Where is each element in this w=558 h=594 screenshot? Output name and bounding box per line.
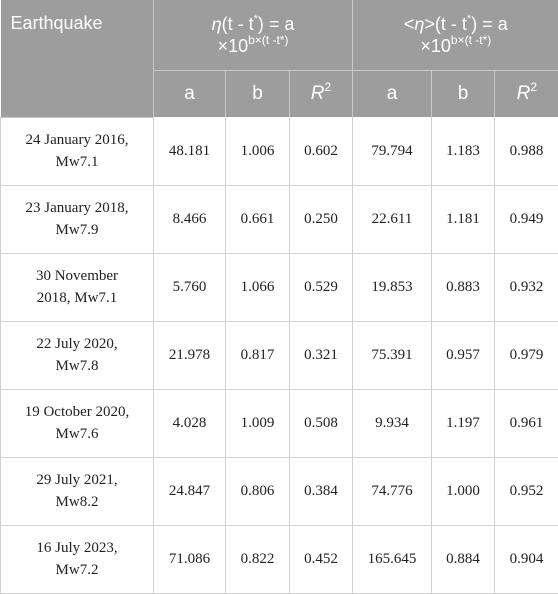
table-row [1, 185, 558, 253]
eta-a-header: a [154, 70, 226, 117]
eta-a-cell: 21.978 [154, 321, 226, 389]
mean-eta-a-cell: 22.611 [353, 185, 432, 253]
eta-a-cell: 48.181 [154, 117, 226, 185]
eta-r2-cell: 0.250 [290, 185, 353, 253]
eta-b-cell: 0.817 [226, 321, 290, 389]
mean-eta-a-header: a [353, 70, 432, 117]
eta-r2-cell: 0.529 [290, 253, 353, 321]
earthquake-cell: 29 July 2021, Mw8.2 [1, 457, 154, 525]
eta-b-cell: 1.006 [226, 117, 290, 185]
eta-formula-line1: η(t - t*) = a [211, 13, 295, 35]
eta-r2-cell: 0.384 [290, 457, 353, 525]
mean-eta-a-cell: 75.391 [353, 321, 432, 389]
header-row-groups [1, 0, 558, 70]
mean-eta-r2-cell: 0.949 [495, 185, 558, 253]
table-row [1, 321, 558, 389]
mean-eta-b-cell: 1.183 [432, 117, 495, 185]
eta-a-cell: 71.086 [154, 525, 226, 593]
mean-eta-r2-cell: 0.932 [495, 253, 558, 321]
mean-eta-r2-cell: 0.952 [495, 457, 558, 525]
table-row [1, 117, 558, 185]
eta-b-cell: 1.066 [226, 253, 290, 321]
mean-eta-r2-header: $R^2$ [495, 70, 558, 117]
table-row [1, 253, 558, 321]
eta-b-cell: 1.009 [226, 389, 290, 457]
eta-b-cell: 0.822 [226, 525, 290, 593]
mean-eta-r2-cell: 0.979 [495, 321, 558, 389]
mean-eta-b-header: b [432, 70, 495, 117]
eta-r2-cell: 0.602 [290, 117, 353, 185]
eta-a-cell: 8.466 [154, 185, 226, 253]
earthquake-cell: 23 January 2018, Mw7.9 [1, 185, 154, 253]
mean-eta-b-cell: 0.883 [432, 253, 495, 321]
eta-b-cell: 0.806 [226, 457, 290, 525]
eta-a-cell: 4.028 [154, 389, 226, 457]
eta-r2-cell: 0.452 [290, 525, 353, 593]
eta-r2-cell: 0.508 [290, 389, 353, 457]
mean-eta-b-cell: 1.181 [432, 185, 495, 253]
mean-eta-formula-line2: $\times 10^{b\times(t -t*)}$ [420, 33, 492, 57]
earthquake-cell: 30 November 2018, Mw7.1 [1, 253, 154, 321]
earthquake-cell: 19 October 2020, Mw7.6 [1, 389, 154, 457]
mean-eta-fit-group-header [353, 0, 558, 70]
eta-b-header: b [226, 70, 290, 117]
eta-a-cell: 24.847 [154, 457, 226, 525]
earthquake-cell: 16 July 2023, Mw7.2 [1, 525, 154, 593]
mean-eta-r2-cell: 0.961 [495, 389, 558, 457]
mean-eta-r2-cell: 0.988 [495, 117, 558, 185]
earthquake-column-header: Earthquake [1, 0, 154, 117]
mean-eta-b-cell: 0.884 [432, 525, 495, 593]
eta-r2-cell: 0.321 [290, 321, 353, 389]
earthquake-cell: 24 January 2016, Mw7.1 [1, 117, 154, 185]
eta-fit-group-header [154, 0, 353, 70]
mean-eta-r2-cell: 0.904 [495, 525, 558, 593]
mean-eta-a-cell: 19.853 [353, 253, 432, 321]
eta-formula-line2: $\times 10^{b\times(t -t*)}$ [217, 33, 289, 57]
mean-eta-formula-line1: <η>(t - t*) = a [403, 13, 508, 35]
table-row [1, 525, 558, 593]
mean-eta-b-cell: 1.000 [432, 457, 495, 525]
eta-b-cell: 0.661 [226, 185, 290, 253]
mean-eta-a-cell: 79.794 [353, 117, 432, 185]
mean-eta-b-cell: 0.957 [432, 321, 495, 389]
eta-r2-header: $R^2$ [290, 70, 353, 117]
mean-eta-a-cell: 74.776 [353, 457, 432, 525]
table-row [1, 389, 558, 457]
mean-eta-b-cell: 1.197 [432, 389, 495, 457]
table-row [1, 457, 558, 525]
earthquake-cell: 22 July 2020, Mw7.8 [1, 321, 154, 389]
eta-a-cell: 5.760 [154, 253, 226, 321]
mean-eta-a-cell: 165.645 [353, 525, 432, 593]
mean-eta-a-cell: 9.934 [353, 389, 432, 457]
